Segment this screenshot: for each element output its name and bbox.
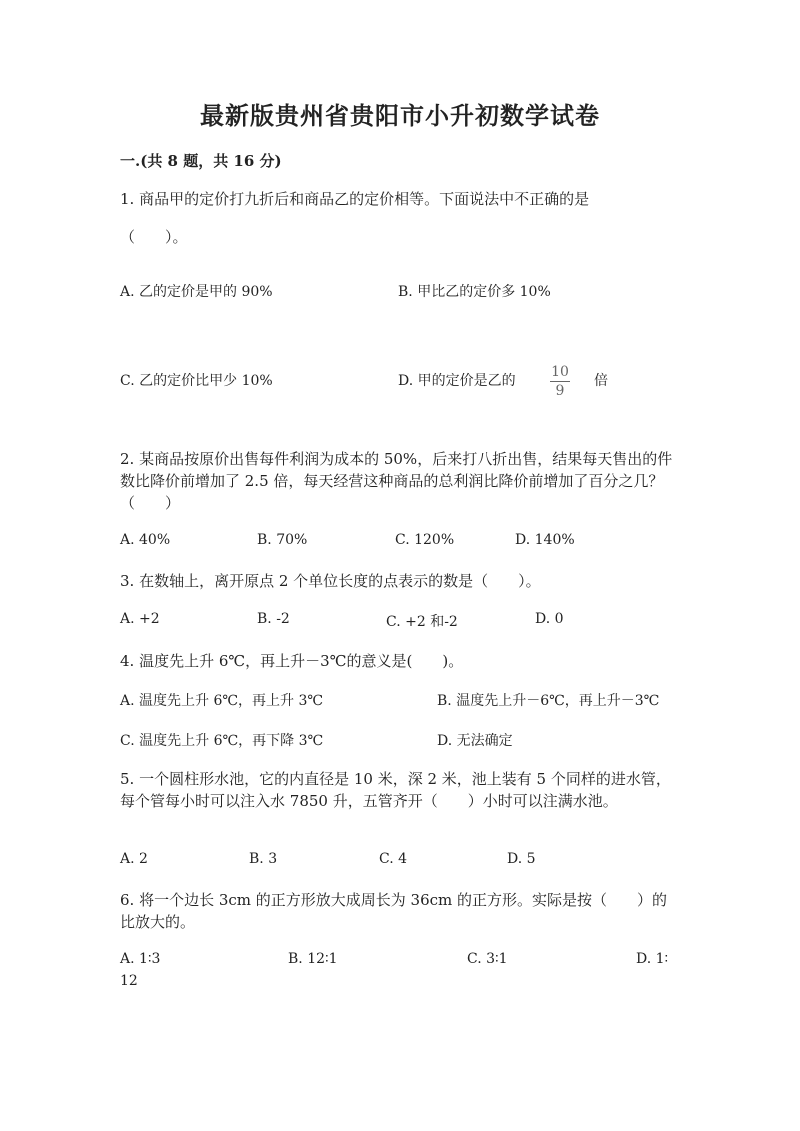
- question-1-option-a: A. 乙的定价是甲的 90%: [120, 284, 273, 300]
- question-2-option-b: B. 70%: [257, 532, 308, 548]
- question-3-option-c: C. +2 和-2: [386, 614, 458, 630]
- question-5-stem: 5. 一个圆柱形水池，它的内直径是 10 米，深 2 米，池上装有 5 个同样的进水管，每个管每小时可以注入水 7850 升，五管齐开（ ）小时可以注满水池。: [120, 770, 671, 810]
- question-4-option-a: A. 温度先上升 6℃，再上升 3℃: [120, 693, 324, 709]
- question-1-option-d-prefix: D. 甲的定价是乙的: [398, 373, 516, 389]
- question-1-option-d-fraction: [550, 364, 570, 399]
- question-5-option-b: B. 3: [249, 851, 278, 867]
- question-3-option-b: B. -2: [257, 611, 290, 627]
- question-4-stem: 4. 温度先上升 6℃，再上升－3℃的意义是( )。: [120, 652, 464, 670]
- question-2-option-d: D. 140%: [515, 532, 575, 548]
- fraction-denominator: 9: [555, 383, 565, 399]
- question-4-option-c: C. 温度先上升 6℃，再下降 3℃: [120, 733, 324, 749]
- question-5-option-c: C. 4: [379, 851, 408, 867]
- question-2-option-a: A. 40%: [120, 532, 171, 548]
- question-1-option-b: B. 甲比乙的定价多 10%: [398, 284, 551, 300]
- question-5-option-a: A. 2: [120, 851, 148, 867]
- question-6-stem: 6. 将一个边长 3cm 的正方形放大成周长为 36cm 的正方形。实际是按（ ）的比放大的。: [120, 891, 668, 931]
- question-3-option-d: D. 0: [535, 611, 564, 627]
- fraction-numerator: 10: [551, 364, 569, 380]
- question-1-blank: （ ）。: [120, 228, 188, 246]
- question-4-option-d: D. 无法确定: [437, 733, 513, 749]
- question-6-option-c: C. 3∶1: [467, 951, 508, 967]
- question-6-option-d: D. 1∶: [636, 951, 669, 967]
- question-1-stem: 1. 商品甲的定价打九折后和商品乙的定价相等。下面说法中不正确的是: [120, 190, 590, 208]
- question-1-option-c: C. 乙的定价比甲少 10%: [120, 373, 273, 389]
- question-4-option-b: B. 温度先上升－6℃，再上升－3℃: [437, 693, 660, 709]
- question-2-option-c: C. 120%: [395, 532, 455, 548]
- question-6-option-d-continued: 12: [120, 973, 138, 989]
- question-2-stem: 2. 某商品按原价出售每件利润为成本的 50%，后来打八折出售，结果每天售出的件数比降价前增加了 2.5 倍，每天经营这种商品的总利润比降价前增加了百分之几？（ ）: [120, 450, 673, 512]
- question-3-option-a: A. +2: [120, 611, 160, 627]
- question-1-option-d-suffix: 倍: [594, 373, 608, 389]
- question-6-option-a: A. 1∶3: [120, 951, 161, 967]
- question-6-option-b: B. 12∶1: [288, 951, 338, 967]
- page-title: 最新版贵州省贵阳市小升初数学试卷: [200, 102, 600, 130]
- section-heading: 一.(共 8 题，共 16 分): [120, 152, 282, 170]
- question-5-option-d: D. 5: [507, 851, 536, 867]
- question-3-stem: 3. 在数轴上，离开原点 2 个单位长度的点表示的数是（ ）。: [120, 572, 541, 590]
